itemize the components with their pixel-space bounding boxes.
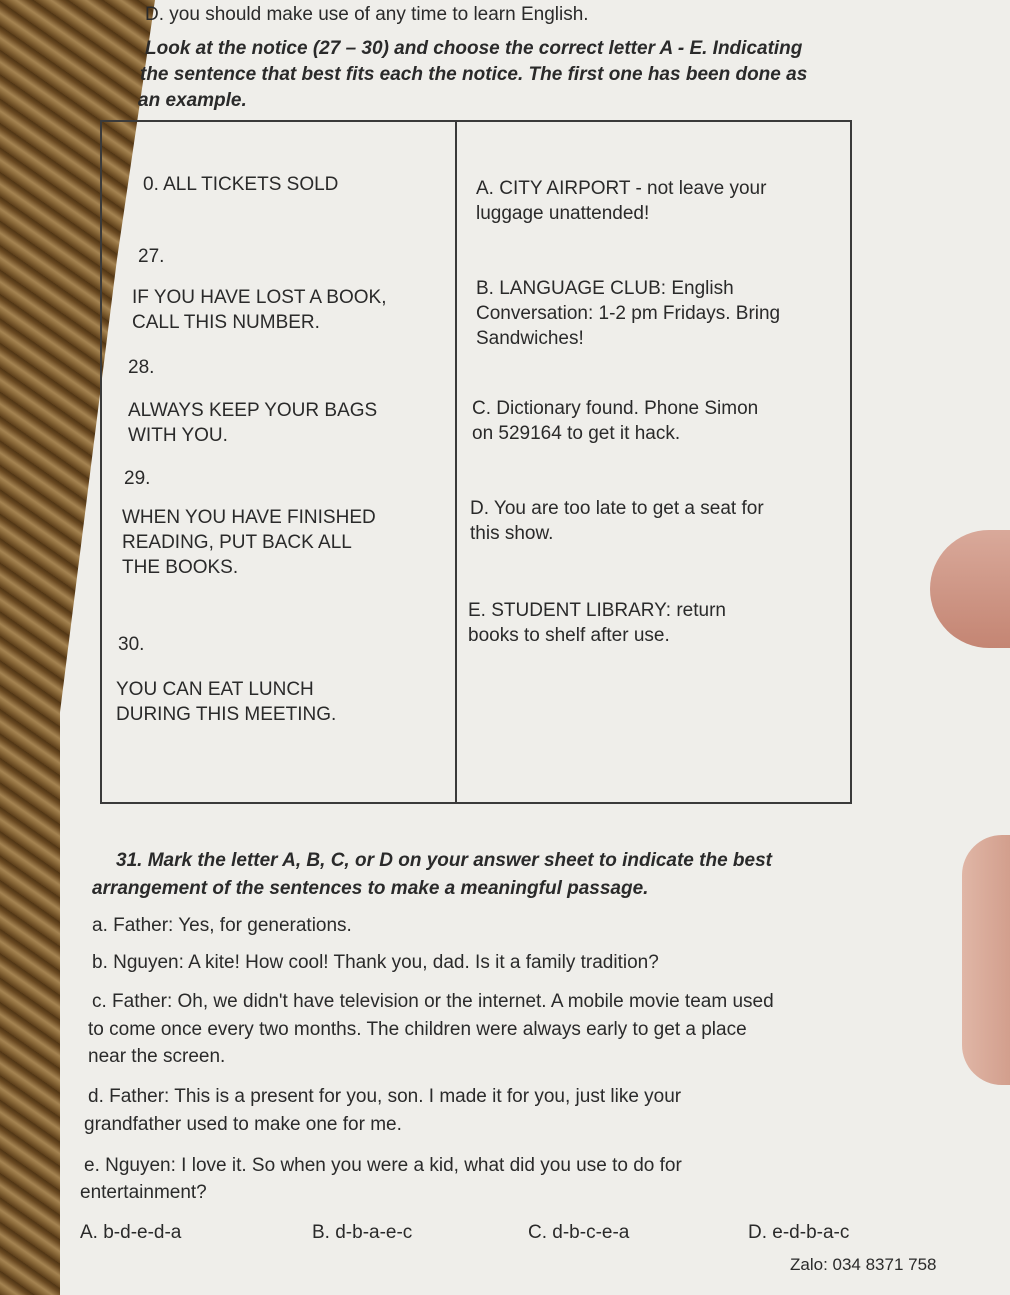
notice-27-line-1: IF YOU HAVE LOST A BOOK,	[132, 287, 387, 308]
notice-27-line-2: CALL THIS NUMBER.	[132, 312, 320, 333]
q31-sentence-e-line-1: e. Nguyen: I love it. So when you were a kid, what did you use to do for	[84, 1155, 682, 1176]
q31-title-line-2: arrangement of the sentences to make a meaningful passage.	[92, 878, 649, 899]
answer-c-line-1: C. Dictionary found. Phone Simon	[472, 398, 759, 419]
answer-e-line-2: books to shelf after use.	[468, 625, 670, 646]
answer-a-line-2: luggage unattended!	[476, 203, 650, 224]
q31-sentence-c-line-1: c. Father: Oh, we didn't have television or the internet. A mobile movie team used	[92, 991, 774, 1012]
answer-a-line-1: A. CITY AIRPORT - not leave your	[476, 178, 767, 199]
notice-29-line-1: WHEN YOU HAVE FINISHED	[122, 507, 376, 528]
q31-title-line-1: 31. Mark the letter A, B, C, or D on your answer sheet to indicate the best	[116, 850, 773, 871]
notice-29-number: 29.	[124, 468, 151, 489]
notice-30-line-1: YOU CAN EAT LUNCH	[116, 679, 314, 700]
answer-c-line-2: on 529164 to get it hack.	[472, 423, 681, 444]
q31-sentence-c-line-3: near the screen.	[88, 1046, 226, 1067]
answer-d-line-2: this show.	[470, 523, 554, 544]
notice-text: ALL TICKETS SOLD	[163, 174, 339, 195]
footer-zalo: Zalo: 034 8371 758	[790, 1255, 937, 1274]
q31-sentence-b: b. Nguyen: A kite! How cool! Thank you, dad. Is it a family tradition?	[92, 952, 659, 973]
instruction-line-3: an example.	[138, 90, 247, 111]
table-divider	[455, 120, 457, 804]
answer-b-line-2: Conversation: 1-2 pm Fridays. Bring	[476, 303, 781, 324]
answer-d-line-1: D. You are too late to get a seat for	[470, 498, 764, 519]
notice-28-line-2: WITH YOU.	[128, 425, 228, 446]
notice-30-number: 30.	[118, 634, 145, 655]
q31-option-d[interactable]: D. e-d-b-a-c	[748, 1222, 850, 1243]
q31-option-c[interactable]: C. d-b-c-e-a	[528, 1222, 630, 1243]
notice-0	[143, 172, 338, 197]
notice-28-line-1: ALWAYS KEEP YOUR BAGS	[128, 400, 378, 421]
notice-29-line-3: THE BOOKS.	[122, 557, 239, 578]
q31-sentence-d-line-2: grandfather used to make one for me.	[84, 1114, 402, 1135]
notice-27-number: 27.	[138, 246, 165, 267]
q31-option-a[interactable]: A. b-d-e-d-a	[80, 1222, 182, 1243]
q31-sentence-e-line-2: entertainment?	[80, 1182, 207, 1203]
answer-b-line-3: Sandwiches!	[476, 328, 584, 349]
q31-option-b[interactable]: B. d-b-a-e-c	[312, 1222, 413, 1243]
instruction-line-2: the sentence that best fits each the notice. The first one has been done as	[140, 64, 808, 85]
answer-e-line-1: E. STUDENT LIBRARY: return	[468, 600, 726, 621]
instruction-line-1: Look at the notice (27 – 30) and choose the correct letter A - E. Indicating	[145, 38, 803, 59]
q31-sentence-a: a. Father: Yes, for generations.	[92, 915, 352, 936]
notice-number: 0.	[143, 174, 159, 195]
answer-b-line-1: B. LANGUAGE CLUB: English	[476, 278, 734, 299]
q31-sentence-c-line-2: to come once every two months. The children were always early to get a place	[88, 1019, 747, 1040]
notice-28-number: 28.	[128, 357, 155, 378]
finger-lower	[962, 835, 1010, 1085]
notice-29-line-2: READING, PUT BACK ALL	[122, 532, 352, 553]
top-line: D. you should make use of any time to learn English.	[145, 4, 589, 25]
q31-sentence-d-line-1: d. Father: This is a present for you, son. I made it for you, just like your	[88, 1086, 682, 1107]
notice-30-line-2: DURING THIS MEETING.	[116, 704, 337, 725]
